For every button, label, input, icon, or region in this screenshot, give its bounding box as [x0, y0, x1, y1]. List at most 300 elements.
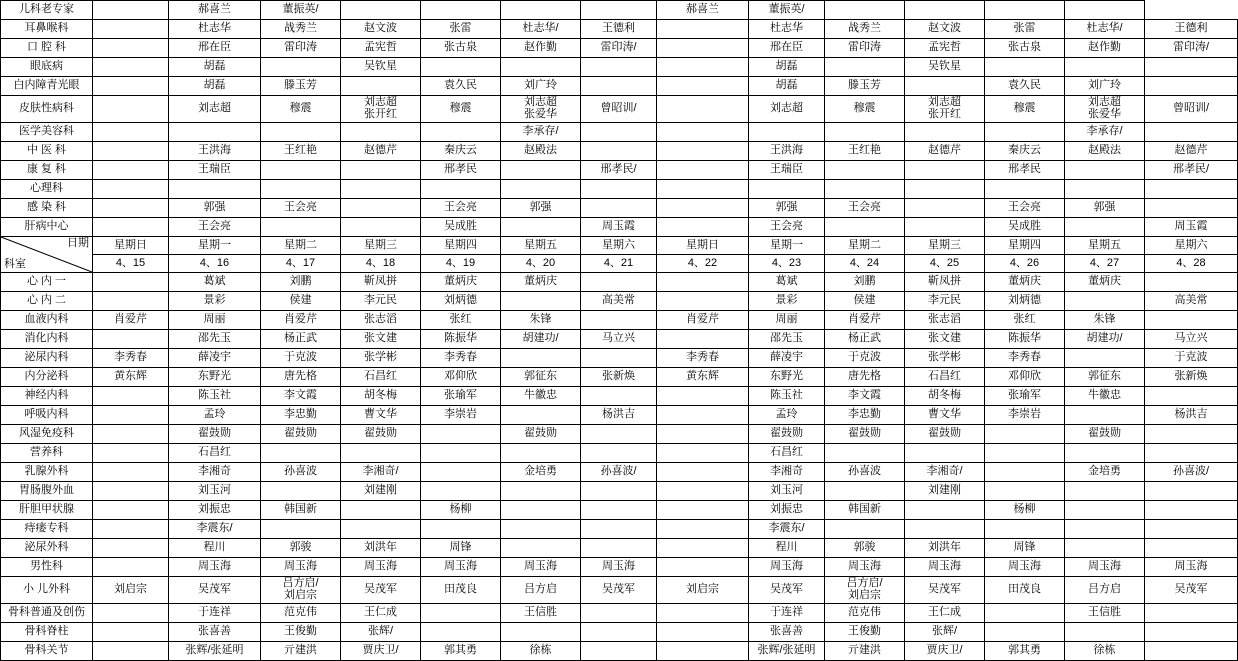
- department-name-cell: 心 内 一: [1, 273, 93, 292]
- doctor-cell: 周玉海: [261, 558, 341, 577]
- doctor-cell: 邢在臣: [749, 39, 825, 58]
- doctor-cell: [93, 330, 169, 349]
- doctor-cell: [1065, 1, 1145, 20]
- doctor-cell: 马立兴: [581, 330, 657, 349]
- doctor-cell: [1065, 406, 1145, 425]
- doctor-cell: 张红: [421, 311, 501, 330]
- doctor-cell: [421, 520, 501, 539]
- doctor-cell: [421, 58, 501, 77]
- doctor-cell: 曾昭训/: [1145, 96, 1238, 123]
- doctor-cell: 李湘奇/: [905, 463, 985, 482]
- doctor-cell: [1145, 199, 1238, 218]
- doctor-cell: 王会亮: [169, 218, 261, 237]
- doctor-cell: 刘广玲: [1065, 77, 1145, 96]
- doctor-cell: 赵德芹: [1145, 142, 1238, 161]
- doctor-cell: [1145, 180, 1238, 199]
- department-name-cell: 口 腔 科: [1, 39, 93, 58]
- doctor-cell: 张红: [985, 311, 1065, 330]
- doctor-cell: [985, 58, 1065, 77]
- doctor-cell: 赵殿法: [1065, 142, 1145, 161]
- doctor-cell: [581, 482, 657, 501]
- department-name-cell: 神经内科: [1, 387, 93, 406]
- doctor-cell: 刘志超 张爱华: [501, 96, 581, 123]
- doctor-cell: 吴成胜: [421, 218, 501, 237]
- doctor-cell: 石昌红: [169, 444, 261, 463]
- doctor-cell: 李秀春: [421, 349, 501, 368]
- doctor-cell: [1145, 623, 1238, 642]
- doctor-cell: 郭其勇: [421, 642, 501, 661]
- doctor-cell: 邢孝民: [421, 161, 501, 180]
- doctor-cell: 郭骏: [825, 539, 905, 558]
- doctor-cell: 张学彬: [905, 349, 985, 368]
- doctor-cell: 王俊勤: [261, 623, 341, 642]
- doctor-cell: [657, 501, 749, 520]
- table-row: [1, 1, 1238, 20]
- doctor-cell: 翟鼓勋: [341, 425, 421, 444]
- doctor-cell: 唐先格: [825, 368, 905, 387]
- doctor-cell: 吴茂军: [1145, 577, 1238, 604]
- doctor-cell: [657, 218, 749, 237]
- doctor-cell: 孟宪哲: [341, 39, 421, 58]
- doctor-cell: 刘洪年: [905, 539, 985, 558]
- doctor-cell: 邢在臣: [169, 39, 261, 58]
- doctor-cell: [581, 58, 657, 77]
- doctor-cell: [421, 1, 501, 20]
- doctor-cell: 董炳庆: [501, 273, 581, 292]
- date-header-cell: 4、24: [825, 255, 905, 273]
- doctor-cell: 张雷: [421, 20, 501, 39]
- doctor-cell: 吴茂军: [749, 577, 825, 604]
- doctor-cell: [985, 463, 1065, 482]
- doctor-cell: 朱锋: [1065, 311, 1145, 330]
- doctor-cell: [421, 482, 501, 501]
- corner-header-cell: 日期 科室: [1, 237, 93, 273]
- doctor-cell: 穆震: [261, 96, 341, 123]
- doctor-cell: 战秀兰: [825, 20, 905, 39]
- doctor-cell: 秦庆云: [421, 142, 501, 161]
- doctor-cell: [341, 161, 421, 180]
- doctor-cell: 滕玉芳: [261, 77, 341, 96]
- doctor-cell: 李承存/: [1065, 123, 1145, 142]
- doctor-cell: [93, 142, 169, 161]
- doctor-cell: 胡磊: [169, 77, 261, 96]
- table-row: [1, 161, 1238, 180]
- doctor-cell: 曾昭训/: [581, 96, 657, 123]
- doctor-cell: 周玉海: [985, 558, 1065, 577]
- doctor-cell: 陈玉社: [749, 387, 825, 406]
- doctor-cell: [93, 218, 169, 237]
- doctor-cell: 李震东/: [169, 520, 261, 539]
- doctor-cell: [501, 482, 581, 501]
- doctor-cell: [985, 425, 1065, 444]
- table-row: [1, 58, 1238, 77]
- doctor-cell: 郭其勇: [985, 642, 1065, 661]
- doctor-cell: [985, 520, 1065, 539]
- doctor-cell: 韩国新: [261, 501, 341, 520]
- doctor-cell: 孟玲: [169, 406, 261, 425]
- doctor-cell: 薛凌宇: [169, 349, 261, 368]
- doctor-cell: 郝喜兰: [657, 1, 749, 20]
- doctor-cell: 王会亮: [985, 199, 1065, 218]
- doctor-cell: [1065, 623, 1145, 642]
- doctor-cell: 战秀兰: [261, 20, 341, 39]
- doctor-cell: [1145, 501, 1238, 520]
- table-row: [1, 642, 1238, 661]
- doctor-cell: 朱锋: [501, 311, 581, 330]
- doctor-cell: 吕方启/ 刘启宗: [825, 577, 905, 604]
- doctor-cell: 张辉/张延明: [169, 642, 261, 661]
- doctor-cell: [905, 199, 985, 218]
- doctor-cell: 杨正武: [261, 330, 341, 349]
- doctor-cell: 刘鹏: [261, 273, 341, 292]
- table-row: [1, 123, 1238, 142]
- doctor-cell: 赵殿法: [501, 142, 581, 161]
- doctor-cell: [581, 604, 657, 623]
- doctor-cell: 周丽: [749, 311, 825, 330]
- department-name-cell: 胃肠腹外血: [1, 482, 93, 501]
- date-header-cell: 4、27: [1065, 255, 1145, 273]
- date-header-cell: 4、28: [1145, 255, 1238, 273]
- doctor-cell: 周玉海: [1065, 558, 1145, 577]
- table-row: [1, 273, 1238, 292]
- department-name-cell: 痔瘘专科: [1, 520, 93, 539]
- doctor-cell: [657, 123, 749, 142]
- doctor-cell: [657, 180, 749, 199]
- department-name-cell: 医学美容科: [1, 123, 93, 142]
- doctor-cell: [825, 1, 905, 20]
- doctor-cell: 东野光: [169, 368, 261, 387]
- doctor-cell: [1065, 501, 1145, 520]
- doctor-cell: 肖爱芹: [825, 311, 905, 330]
- doctor-cell: 杜志华: [169, 20, 261, 39]
- department-name-cell: 肝病中心: [1, 218, 93, 237]
- doctor-cell: 孙喜波/: [1145, 463, 1238, 482]
- doctor-cell: 李崇岩: [421, 406, 501, 425]
- doctor-cell: [581, 199, 657, 218]
- doctor-cell: [501, 520, 581, 539]
- doctor-cell: [1145, 58, 1238, 77]
- doctor-cell: 胡冬梅: [341, 387, 421, 406]
- doctor-cell: [501, 444, 581, 463]
- doctor-cell: 周玉海: [501, 558, 581, 577]
- doctor-cell: [93, 77, 169, 96]
- doctor-cell: [341, 444, 421, 463]
- doctor-cell: [93, 123, 169, 142]
- doctor-cell: 金培勇: [501, 463, 581, 482]
- department-name-cell: 骨科关节: [1, 642, 93, 661]
- doctor-cell: [657, 39, 749, 58]
- doctor-cell: [985, 123, 1065, 142]
- doctor-cell: 杜志华: [749, 20, 825, 39]
- doctor-cell: [1065, 539, 1145, 558]
- doctor-cell: 刘志超: [169, 96, 261, 123]
- doctor-cell: [657, 77, 749, 96]
- doctor-cell: [261, 161, 341, 180]
- doctor-cell: 靳凤拼: [341, 273, 421, 292]
- doctor-cell: 吕方启/ 刘启宗: [261, 577, 341, 604]
- doctor-cell: [825, 520, 905, 539]
- table-row: [1, 77, 1238, 96]
- doctor-cell: [581, 123, 657, 142]
- department-name-cell: 眼底病: [1, 58, 93, 77]
- doctor-cell: [93, 501, 169, 520]
- doctor-cell: 董炳庆: [421, 273, 501, 292]
- doctor-cell: 靳凤拼: [905, 273, 985, 292]
- doctor-cell: [1145, 520, 1238, 539]
- doctor-cell: [421, 425, 501, 444]
- doctor-cell: 郝喜兰: [169, 1, 261, 20]
- doctor-cell: [501, 501, 581, 520]
- doctor-cell: 刘玉河: [169, 482, 261, 501]
- doctor-cell: 杨柳: [985, 501, 1065, 520]
- doctor-cell: 邓仰欣: [985, 368, 1065, 387]
- doctor-cell: [657, 406, 749, 425]
- doctor-cell: [581, 501, 657, 520]
- doctor-cell: 刘志超: [749, 96, 825, 123]
- doctor-cell: 周锋: [421, 539, 501, 558]
- doctor-cell: 秦庆云: [985, 142, 1065, 161]
- date-header-cell: 4、15: [93, 255, 169, 273]
- doctor-cell: 张志滔: [905, 311, 985, 330]
- doctor-cell: [1145, 539, 1238, 558]
- doctor-cell: 王俊勤: [825, 623, 905, 642]
- doctor-cell: 刘启宗: [657, 577, 749, 604]
- doctor-cell: 袁久民: [421, 77, 501, 96]
- doctor-cell: 李崇岩: [985, 406, 1065, 425]
- department-name-cell: 风湿免疫科: [1, 425, 93, 444]
- doctor-cell: 吴茂军: [341, 577, 421, 604]
- doctor-cell: [341, 123, 421, 142]
- doctor-cell: [825, 482, 905, 501]
- doctor-cell: 赵作勤: [1065, 39, 1145, 58]
- doctor-cell: [93, 444, 169, 463]
- doctor-cell: 郭强: [749, 199, 825, 218]
- doctor-cell: [657, 425, 749, 444]
- doctor-cell: 赵德芹: [905, 142, 985, 161]
- department-name-cell: 血液内科: [1, 311, 93, 330]
- table-row: [1, 218, 1238, 237]
- doctor-cell: [985, 1, 1065, 20]
- doctor-cell: 张文建: [341, 330, 421, 349]
- doctor-cell: [657, 463, 749, 482]
- doctor-cell: [749, 123, 825, 142]
- doctor-cell: [341, 218, 421, 237]
- doctor-cell: 李湘奇/: [341, 463, 421, 482]
- doctor-cell: [657, 539, 749, 558]
- doctor-cell: [421, 604, 501, 623]
- doctor-cell: [501, 623, 581, 642]
- doctor-cell: [341, 501, 421, 520]
- doctor-cell: [93, 273, 169, 292]
- doctor-cell: 肖爱芹: [261, 311, 341, 330]
- table-row: [1, 368, 1238, 387]
- doctor-cell: 张古泉: [421, 39, 501, 58]
- doctor-cell: [657, 199, 749, 218]
- doctor-cell: 亓建洪: [261, 642, 341, 661]
- doctor-cell: 吴钦星: [341, 58, 421, 77]
- doctor-cell: [905, 1, 985, 20]
- doctor-cell: 于克波: [261, 349, 341, 368]
- doctor-cell: 刘振忠: [749, 501, 825, 520]
- table-row: [1, 604, 1238, 623]
- doctor-cell: [421, 123, 501, 142]
- doctor-cell: [93, 558, 169, 577]
- table-row: [1, 539, 1238, 558]
- department-name-cell: 骨科普通及创伤: [1, 604, 93, 623]
- weekday-header-cell: 星期四: [421, 237, 501, 255]
- doctor-cell: [341, 199, 421, 218]
- doctor-cell: [1065, 180, 1145, 199]
- doctor-cell: [581, 444, 657, 463]
- doctor-cell: [657, 520, 749, 539]
- doctor-cell: 肖爱芹: [657, 311, 749, 330]
- doctor-cell: [905, 161, 985, 180]
- weekday-header-cell: 星期五: [1065, 237, 1145, 255]
- table-row: [1, 330, 1238, 349]
- table-row: [1, 311, 1238, 330]
- doctor-cell: 邢孝民/: [581, 161, 657, 180]
- doctor-cell: [581, 539, 657, 558]
- doctor-cell: 陈振华: [421, 330, 501, 349]
- doctor-cell: [825, 444, 905, 463]
- doctor-cell: 黄东辉: [657, 368, 749, 387]
- doctor-cell: [905, 444, 985, 463]
- doctor-cell: 侯建: [261, 292, 341, 311]
- doctor-cell: 徐栋: [501, 642, 581, 661]
- doctor-cell: 胡磊: [169, 58, 261, 77]
- doctor-cell: [421, 623, 501, 642]
- doctor-cell: 翟鼓勋: [1065, 425, 1145, 444]
- doctor-cell: [261, 218, 341, 237]
- doctor-cell: 周玉海: [421, 558, 501, 577]
- doctor-cell: [501, 180, 581, 199]
- doctor-cell: 翟鼓勋: [825, 425, 905, 444]
- doctor-cell: 张学彬: [341, 349, 421, 368]
- doctor-cell: [657, 273, 749, 292]
- department-name-cell: 泌尿外科: [1, 539, 93, 558]
- doctor-cell: 葛斌: [749, 273, 825, 292]
- doctor-cell: [261, 180, 341, 199]
- doctor-cell: 吕方启: [1065, 577, 1145, 604]
- doctor-cell: 杜志华/: [501, 20, 581, 39]
- doctor-cell: [581, 349, 657, 368]
- doctor-cell: [93, 1, 169, 20]
- table-row: [1, 577, 1238, 604]
- doctor-cell: [581, 142, 657, 161]
- doctor-cell: [93, 604, 169, 623]
- department-name-cell: 耳鼻喉科: [1, 20, 93, 39]
- doctor-cell: 胡磊: [749, 77, 825, 96]
- doctor-cell: [581, 425, 657, 444]
- department-name-cell: 感 染 科: [1, 199, 93, 218]
- table-row: [1, 623, 1238, 642]
- doctor-cell: 肖爱芹: [93, 311, 169, 330]
- doctor-cell: 翟鼓勋: [501, 425, 581, 444]
- doctor-cell: 亓建洪: [825, 642, 905, 661]
- doctor-cell: [581, 273, 657, 292]
- doctor-cell: [501, 539, 581, 558]
- doctor-cell: [341, 180, 421, 199]
- doctor-cell: 吴成胜: [985, 218, 1065, 237]
- doctor-cell: 吴茂军: [581, 577, 657, 604]
- doctor-cell: [581, 387, 657, 406]
- department-name-cell: 白内障青光眼: [1, 77, 93, 96]
- weekday-header-cell: 星期三: [905, 237, 985, 255]
- doctor-cell: [749, 180, 825, 199]
- weekday-header-cell: 星期一: [169, 237, 261, 255]
- doctor-cell: 韩国新: [825, 501, 905, 520]
- doctor-cell: 葛斌: [169, 273, 261, 292]
- doctor-cell: [825, 180, 905, 199]
- doctor-cell: 曹文华: [905, 406, 985, 425]
- doctor-cell: 牛徽忠: [1065, 387, 1145, 406]
- doctor-cell: 周玉海: [169, 558, 261, 577]
- department-name-cell: 骨科脊柱: [1, 623, 93, 642]
- doctor-cell: [657, 20, 749, 39]
- doctor-cell: [581, 311, 657, 330]
- doctor-cell: 王洪海: [169, 142, 261, 161]
- doctor-cell: 赵文波: [905, 20, 985, 39]
- table-row: [1, 39, 1238, 58]
- doctor-cell: [657, 642, 749, 661]
- doctor-cell: 刘志超 张开红: [905, 96, 985, 123]
- table-row: [1, 482, 1238, 501]
- table-row: [1, 501, 1238, 520]
- doctor-cell: [905, 180, 985, 199]
- doctor-cell: [261, 444, 341, 463]
- doctor-cell: 牛徽忠: [501, 387, 581, 406]
- doctor-cell: [93, 180, 169, 199]
- doctor-cell: [261, 482, 341, 501]
- doctor-cell: [657, 58, 749, 77]
- doctor-cell: 张辉/张延明: [749, 642, 825, 661]
- doctor-cell: 王仁成: [341, 604, 421, 623]
- doctor-cell: 郭强: [1065, 199, 1145, 218]
- doctor-cell: 石昌红: [749, 444, 825, 463]
- doctor-cell: 郭强: [501, 199, 581, 218]
- doctor-cell: [657, 604, 749, 623]
- doctor-cell: 于克波: [1145, 349, 1238, 368]
- doctor-cell: [93, 406, 169, 425]
- doctor-cell: 吕方启: [501, 577, 581, 604]
- doctor-cell: [501, 349, 581, 368]
- table-row: [1, 180, 1238, 199]
- doctor-cell: 刘建刚: [905, 482, 985, 501]
- department-name-cell: 消化内科: [1, 330, 93, 349]
- department-name-cell: 肝胆甲状腺: [1, 501, 93, 520]
- doctor-cell: 张喜善: [169, 623, 261, 642]
- date-header-cell: 4、18: [341, 255, 421, 273]
- doctor-cell: 张新焕: [1145, 368, 1238, 387]
- doctor-cell: [1065, 444, 1145, 463]
- doctor-cell: 翟鼓勋: [749, 425, 825, 444]
- doctor-cell: 赵作勤: [501, 39, 581, 58]
- department-name-cell: 小 儿外科: [1, 577, 93, 604]
- doctor-cell: [657, 142, 749, 161]
- doctor-cell: 周玉海: [905, 558, 985, 577]
- doctor-cell: [1065, 520, 1145, 539]
- doctor-cell: 程川: [169, 539, 261, 558]
- doctor-cell: 杨洪吉: [1145, 406, 1238, 425]
- date-header-cell: 4、17: [261, 255, 341, 273]
- doctor-cell: 黄东辉: [93, 368, 169, 387]
- doctor-cell: 东野光: [749, 368, 825, 387]
- doctor-cell: 张辉/: [905, 623, 985, 642]
- doctor-cell: [169, 180, 261, 199]
- doctor-cell: [261, 123, 341, 142]
- doctor-cell: [169, 123, 261, 142]
- doctor-cell: 田茂良: [421, 577, 501, 604]
